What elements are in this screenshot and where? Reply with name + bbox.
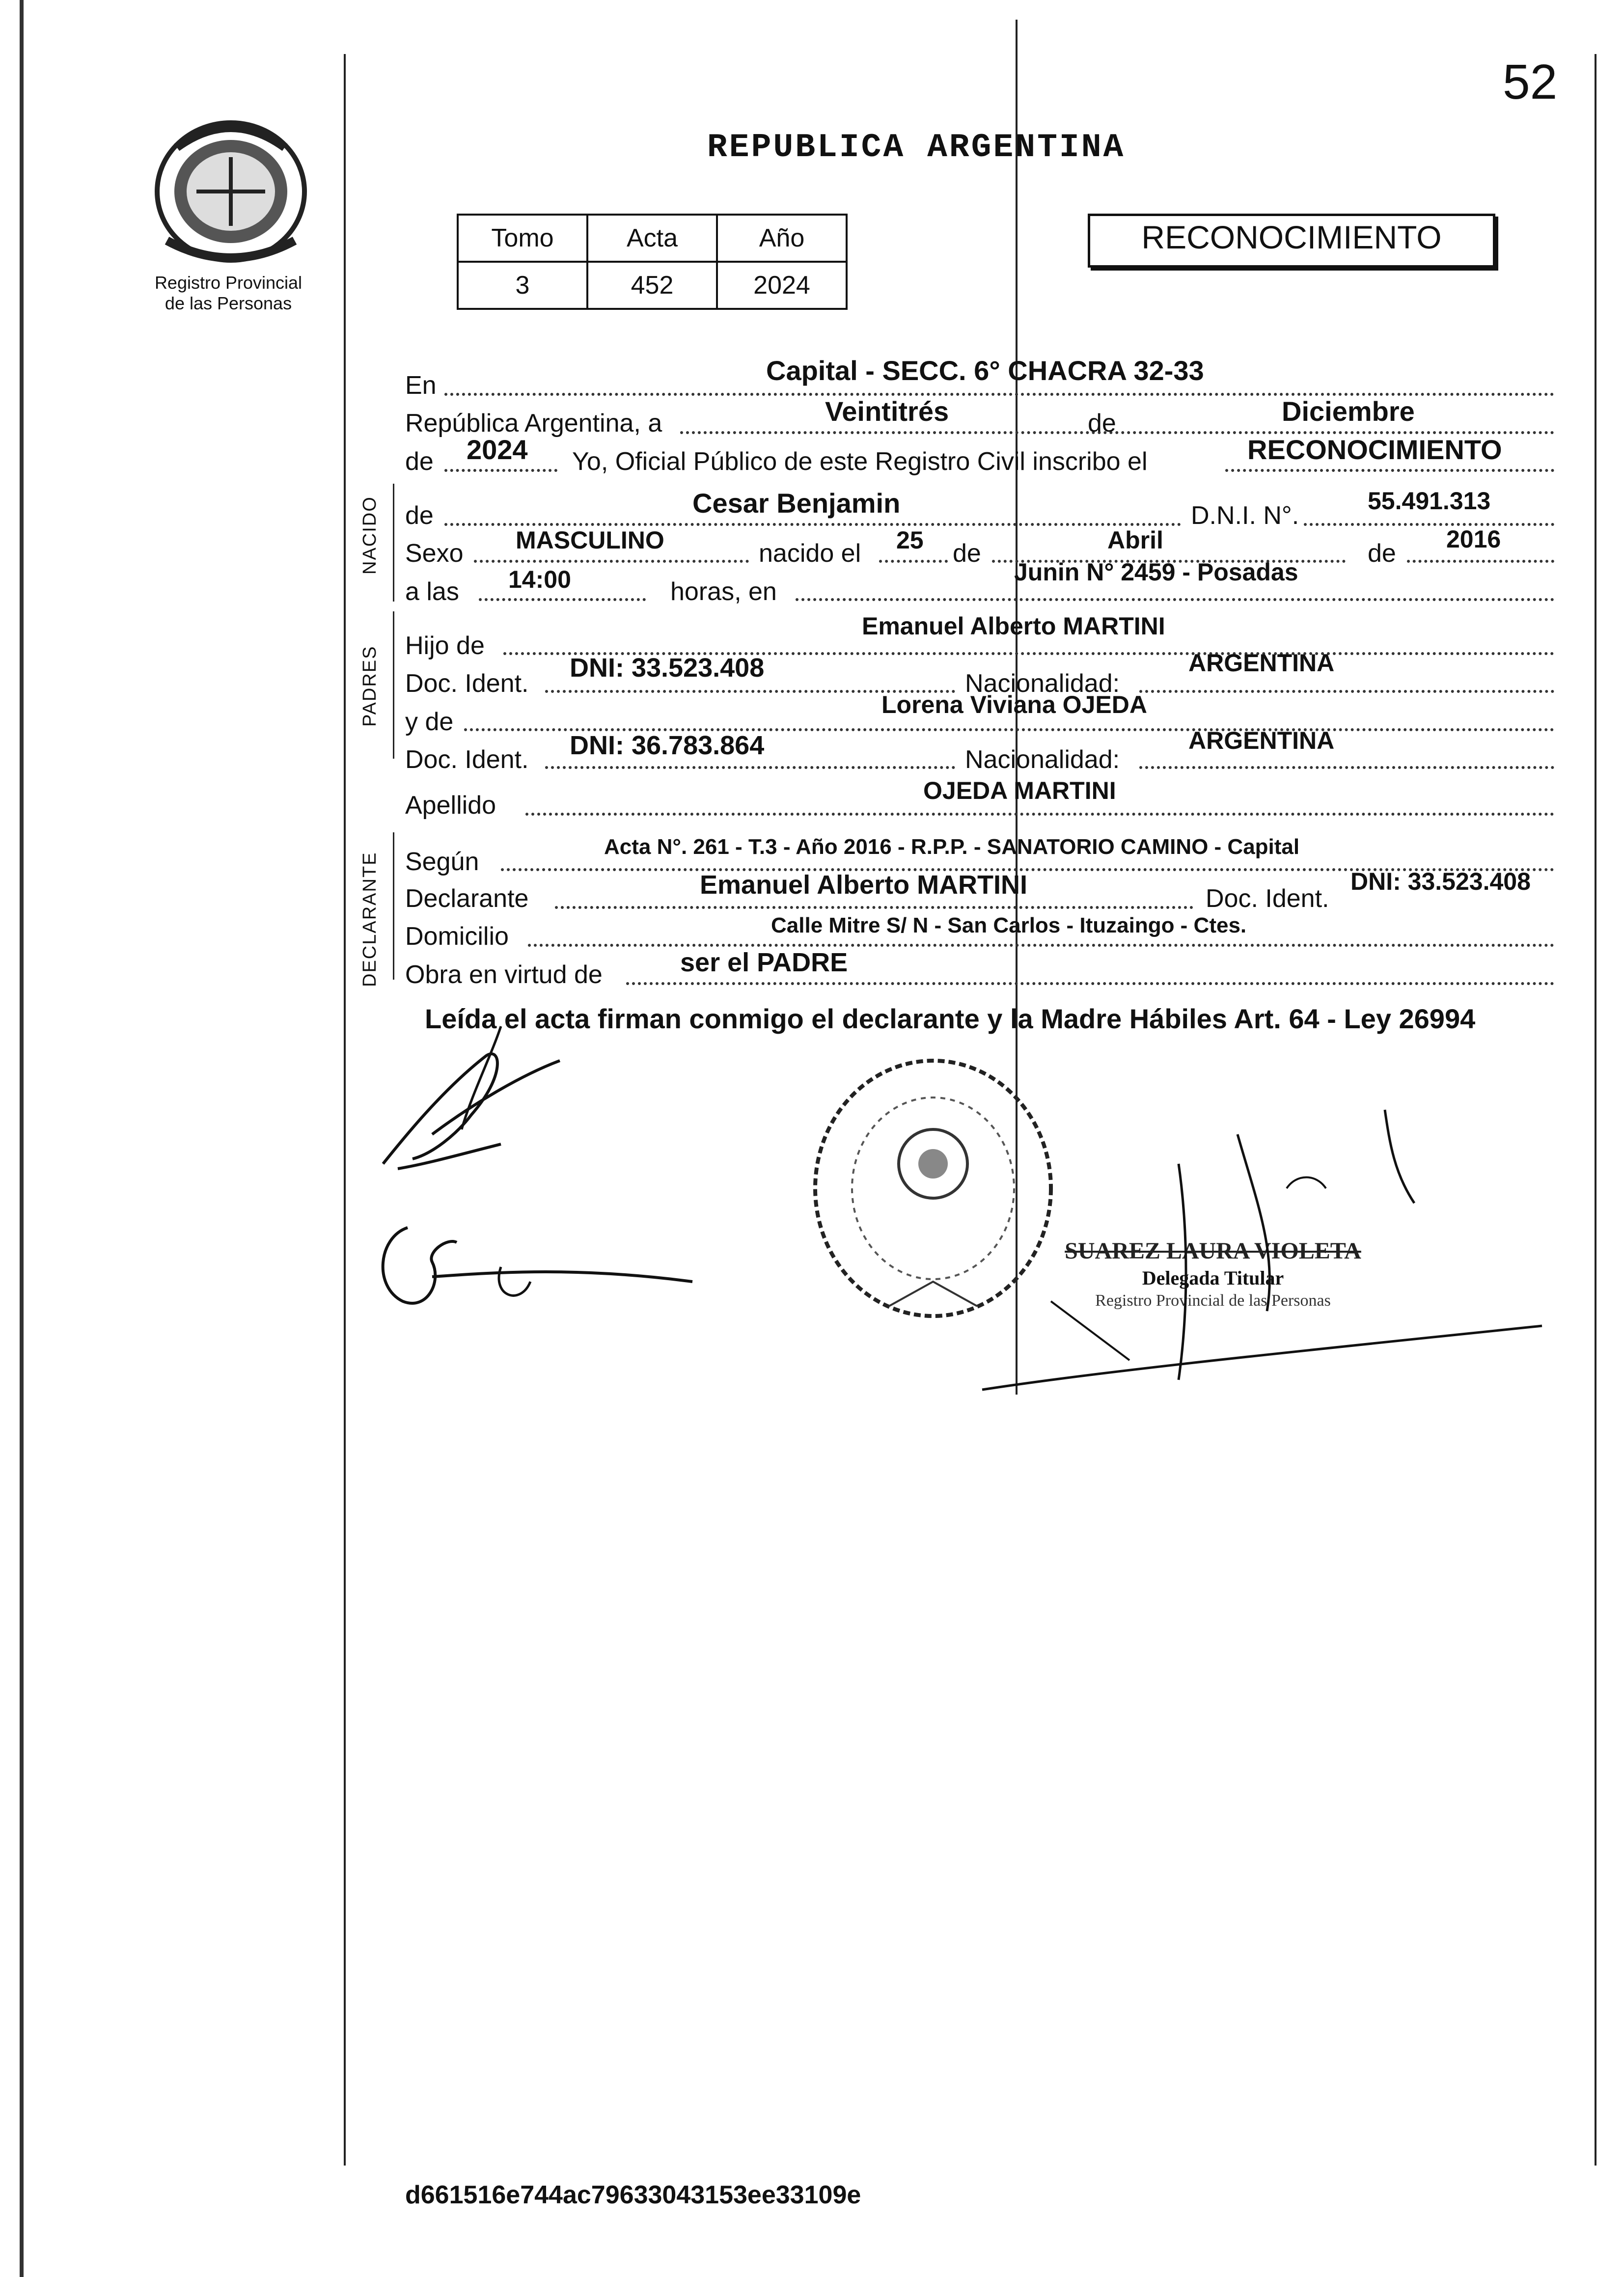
de-year-label: de: [405, 447, 434, 476]
birth-year-value: 2016: [1446, 525, 1501, 553]
padres-side-label: PADRES: [359, 645, 380, 727]
mother-doc-value: DNI: 36.783.864: [570, 731, 765, 760]
sexo-dots: [474, 560, 749, 563]
nacido-bracket: [393, 484, 394, 602]
registry-line-1: Registro Provincial: [154, 273, 303, 293]
domicilio-label: Domicilio: [405, 922, 509, 951]
table-value-tomo: 3: [458, 262, 587, 309]
birth-place-value: Junin N° 2459 - Posadas: [1014, 558, 1298, 586]
mother-name-value: Lorena Viviana OJEDA: [881, 691, 1147, 718]
father-nac-value: ARGENTINA: [1188, 649, 1335, 677]
table-value-anio: 2024: [717, 262, 847, 309]
alas-label: a las: [405, 577, 459, 606]
page-number: 52: [1503, 55, 1558, 110]
table-value-acta: 452: [587, 262, 717, 309]
nacido-de-label: de: [405, 501, 434, 530]
nacido-side-label: NACIDO: [359, 496, 380, 575]
time-dots: [479, 598, 646, 601]
padres-bracket: [393, 611, 394, 759]
day-value: Veintitrés: [825, 396, 949, 427]
de-month-label: de: [1088, 409, 1116, 438]
registry-name: [130, 273, 327, 314]
year-value: 2024: [467, 434, 528, 465]
birth-time-value: 14:00: [508, 566, 571, 593]
obra-dots: [626, 982, 1554, 985]
year-dots: [444, 469, 557, 472]
place-dots: [796, 598, 1554, 601]
declarante-doc-label: Doc. Ident.: [1206, 884, 1329, 913]
father-name-value: Emanuel Alberto MARTINI: [862, 612, 1165, 640]
declarante-label: Declarante: [405, 884, 529, 913]
segun-value: Acta N°. 261 - T.3 - Año 2016 - R.P.P. - SANATORIO CAMINO - Capital: [604, 835, 1300, 859]
left-border-line: [20, 0, 24, 2277]
mother-nac-dots: [1139, 766, 1554, 769]
mother-nac-value: ARGENTINA: [1188, 727, 1335, 754]
mother-nac-label: Nacionalidad:: [965, 745, 1120, 774]
closing-statement: Leída el acta firman conmigo el declarante y la Madre Hábiles Art. 64 - Ley 26994: [425, 1003, 1476, 1034]
en-value: Capital - SECC. 6° CHACRA 32-33: [766, 355, 1204, 386]
statement-value: RECONOCIMIENTO: [1247, 434, 1502, 465]
birth-month-value: Abril: [1107, 526, 1163, 554]
apellido-label: Apellido: [405, 791, 496, 820]
page-title: REPUBLICA ARGENTINA: [707, 129, 1126, 166]
mother-doc-dots: [545, 766, 955, 769]
declarante-value: Emanuel Alberto MARTINI: [700, 870, 1028, 900]
table-header-tomo: Tomo: [458, 215, 587, 262]
birth-day-dots: [879, 560, 948, 563]
right-border-line: [1595, 54, 1596, 2166]
domicilio-value: Calle Mitre S/ N - San Carlos - Ituzaingo - Ctes.: [771, 913, 1247, 937]
y-de-label: y de: [405, 708, 454, 736]
tomo-acta-anio-table: [457, 214, 848, 310]
sexo-label: Sexo: [405, 539, 464, 568]
birth-day-value: 25: [896, 526, 924, 554]
statement-label: Yo, Oficial Público de este Registro Civil inscribo el: [572, 447, 1148, 476]
child-name-value: Cesar Benjamin: [692, 488, 901, 519]
nacido-el-label: nacido el: [759, 539, 861, 568]
obra-label: Obra en virtud de: [405, 960, 603, 989]
official-name: SUAREZ LAURA VIOLETA: [1065, 1238, 1361, 1264]
apellido-dots: [525, 813, 1554, 816]
declarante-doc-value: DNI: 33.523.408: [1350, 868, 1531, 895]
father-nac-dots: [1139, 690, 1554, 693]
table-header-anio: Año: [717, 215, 847, 262]
registry-line-2: de las Personas: [165, 293, 292, 313]
apellido-value: OJEDA MARTINI: [923, 777, 1116, 804]
official-signature: [963, 1105, 1552, 1399]
declarante-bracket: [393, 832, 394, 980]
obra-value: ser el PADRE: [680, 948, 848, 977]
misiones-seal-icon: [147, 113, 314, 270]
birth-de-label: de: [953, 539, 981, 568]
father-doc-label: Doc. Ident.: [405, 669, 529, 698]
domicilio-dots: [528, 944, 1554, 947]
table-header-acta: Acta: [587, 215, 717, 262]
document-hash: d661516e744ac79633043153ee33109e: [405, 2181, 861, 2209]
dni-dots: [1304, 523, 1554, 526]
official-office: Registro Provincial de las Personas: [1095, 1291, 1331, 1310]
father-nac-label: Nacionalidad:: [965, 669, 1120, 698]
child-dni-value: 55.491.313: [1368, 487, 1491, 515]
mother-doc-label: Doc. Ident.: [405, 745, 529, 774]
republica-label: República Argentina, a: [405, 409, 662, 438]
birth-year-dots: [1407, 560, 1554, 563]
misiones-seal: [147, 113, 314, 270]
declarante-dots: [555, 906, 1193, 909]
sexo-value: MASCULINO: [516, 526, 664, 554]
hijo-de-label: Hijo de: [405, 631, 485, 660]
birth-de2-label: de: [1368, 539, 1396, 568]
declarante-side-label: DECLARANTE: [359, 851, 380, 987]
segun-label: Según: [405, 848, 479, 876]
statement-dots: [1225, 469, 1554, 472]
horas-label: horas, en: [670, 577, 777, 606]
father-doc-value: DNI: 33.523.408: [570, 653, 765, 683]
official-title: Delegada Titular: [1142, 1267, 1284, 1289]
mother-signature: [373, 1208, 717, 1326]
dni-label: D.N.I. N°.: [1191, 501, 1299, 530]
month-value: Diciembre: [1282, 396, 1415, 427]
declarant-signature: [373, 1016, 579, 1183]
en-label: En: [405, 371, 437, 400]
act-type-label: RECONOCIMIENTO: [1141, 219, 1442, 255]
content-border-line: [344, 54, 346, 2166]
